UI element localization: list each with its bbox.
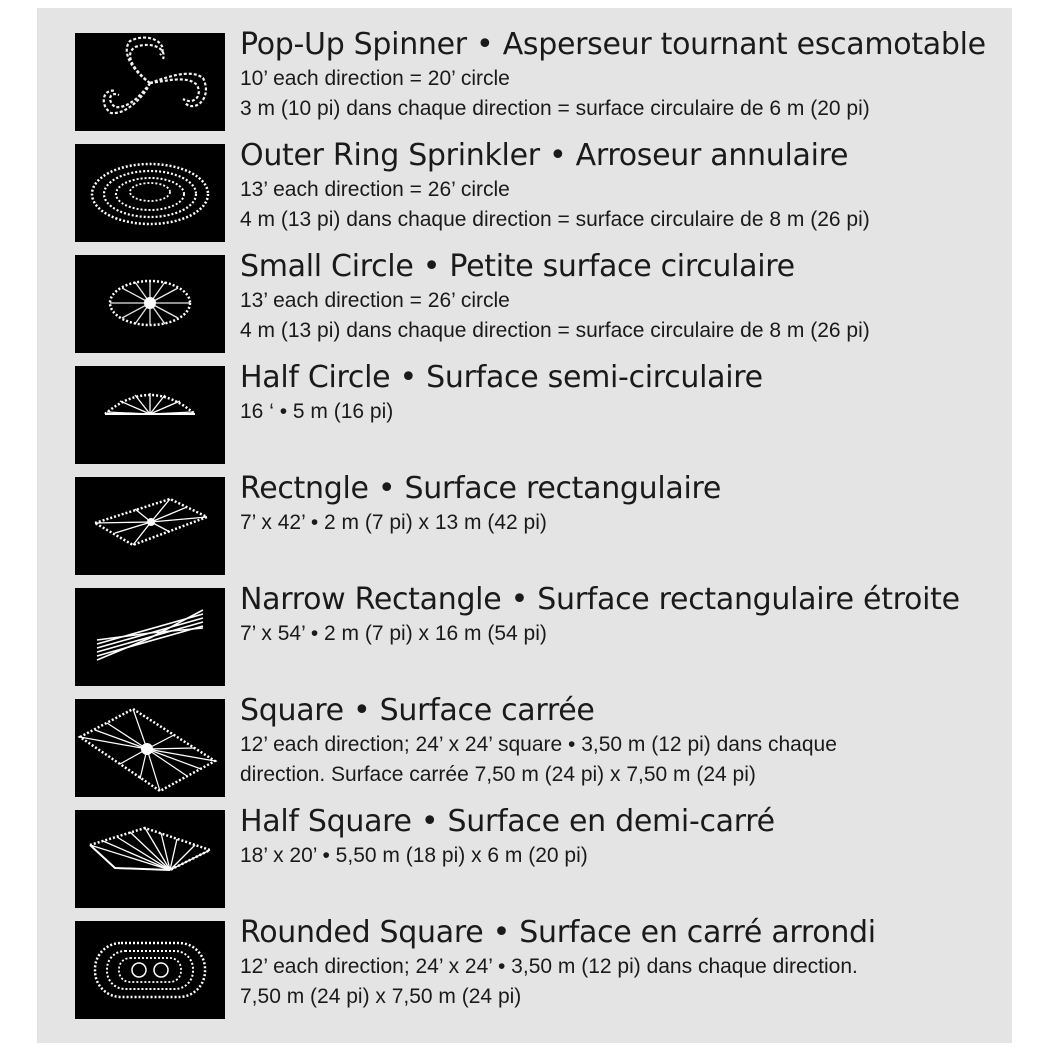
rounded-square-pattern-icon [75, 921, 225, 1019]
pattern-title: Narrow Rectangle • Surface rectangulaire étroite [240, 582, 960, 617]
pattern-spec-line: 7,50 m (24 pi) x 7,50 m (24 pi) [240, 985, 522, 1008]
pattern-spec-line: 4 m (13 pi) dans chaque direction = surface circulaire de 8 m (26 pi) [240, 208, 870, 231]
square-pattern-icon [75, 699, 225, 797]
pattern-spec-line: 7’ x 42’ • 2 m (7 pi) x 13 m (42 pi) [240, 511, 547, 534]
half-square-pattern-icon [75, 810, 225, 908]
pattern-title: Rounded Square • Surface en carré arrondi [240, 915, 876, 950]
pattern-spec-line: 12’ each direction; 24’ x 24’ • 3,50 m (12 pi) dans chaque direction. [240, 955, 858, 978]
spinner-pattern-icon [75, 33, 225, 131]
small-circle-pattern-icon [75, 255, 225, 353]
pattern-spec-line: 10’ each direction = 20’ circle [240, 67, 510, 90]
pattern-spec-line: 13’ each direction = 26’ circle [240, 289, 510, 312]
pattern-title: Small Circle • Petite surface circulaire [240, 249, 795, 284]
pattern-title: Rectngle • Surface rectangulaire [240, 471, 722, 506]
outer-ring-pattern-icon [75, 144, 225, 242]
half-circle-pattern-icon [75, 366, 225, 464]
pattern-spec-line: 7’ x 54’ • 2 m (7 pi) x 16 m (54 pi) [240, 622, 547, 645]
pattern-title: Outer Ring Sprinkler • Arroseur annulaire [240, 138, 849, 173]
pattern-spec-line: 12’ each direction; 24’ x 24’ square • 3,50 m (12 pi) dans chaque [240, 733, 837, 756]
pattern-title: Half Square • Surface en demi-carré [240, 804, 775, 839]
pattern-title: Pop-Up Spinner • Asperseur tournant escamotable [240, 27, 986, 62]
pattern-spec-line: 3 m (10 pi) dans chaque direction = surface circulaire de 6 m (20 pi) [240, 97, 870, 120]
pattern-spec-line: 4 m (13 pi) dans chaque direction = surface circulaire de 8 m (26 pi) [240, 319, 870, 342]
pattern-title: Half Circle • Surface semi-circulaire [240, 360, 763, 395]
rectangle-pattern-icon [75, 477, 225, 575]
pattern-spec-line: 18’ x 20’ • 5,50 m (18 pi) x 6 m (20 pi) [240, 844, 588, 867]
pattern-spec-line: 13’ each direction = 26’ circle [240, 178, 510, 201]
pattern-spec-line: direction. Surface carrée 7,50 m (24 pi) x 7,50 m (24 pi) [240, 763, 756, 786]
pattern-title: Square • Surface carrée [240, 693, 595, 728]
narrow-rectangle-pattern-icon [75, 588, 225, 686]
pattern-spec-line: 16 ‘ • 5 m (16 pi) [240, 400, 394, 423]
